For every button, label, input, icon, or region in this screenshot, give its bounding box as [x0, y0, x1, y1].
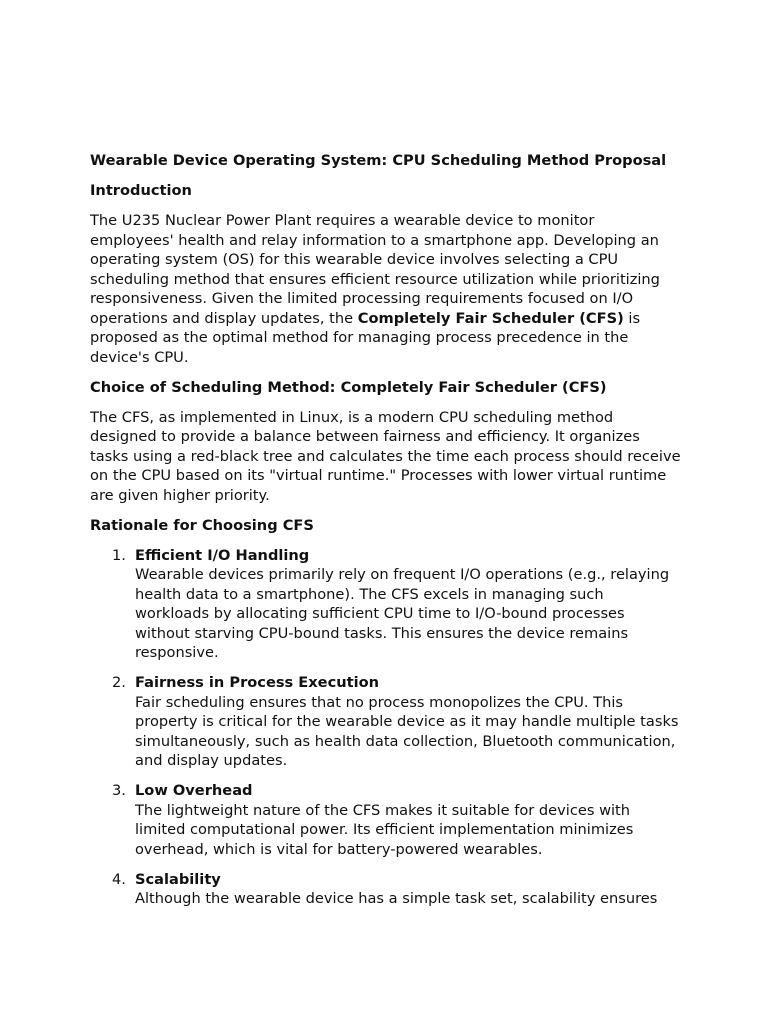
list-item-title: Fairness in Process Execution	[135, 674, 380, 691]
list-item	[90, 781, 682, 859]
list-item-title: Low Overhead	[135, 782, 253, 799]
list-item-number: 4.	[112, 870, 126, 888]
list-item-title: Efficient I/O Handling	[135, 546, 310, 564]
intro-heading: Introduction	[90, 182, 192, 199]
intro-text-part1: The U235 Nuclear Power Plant requires a wearable device to monitor employees' health and relay information to a smartphone app. Developing an operating system (OS) for this wearable device involves selecting a CPU scheduling method that ensures efficient resource utilization while prioritizing responsiveness. Given the limited processing requirements focused on I/O operations and display updates, the	[90, 212, 660, 327]
choice-paragraph: The CFS, as implemented in Linux, is a modern CPU scheduling method designed to provide a balance between fairness and efficiency. It organizes tasks using a red-black tree and calculates the time each process should receive on the CPU based on its "virtual runtime." Processes with lower virtual runtime are given higher priority.	[90, 408, 681, 504]
list-item-number: 1.	[112, 546, 126, 564]
intro-bold-term: Completely Fair Scheduler (CFS)	[357, 309, 624, 327]
list-item-body: Fair scheduling ensures that no process monopolizes the CPU. This property is critical for the wearable device as it may handle multiple tasks simultaneously, such as health data collection, Bluetooth communication, and display updates.	[135, 693, 679, 769]
list-item-title: Scalability	[135, 870, 221, 888]
list-item-body: Although the wearable device has a simple task set, scalability ensures	[135, 890, 658, 907]
rationale-list	[90, 546, 682, 909]
document-title: Wearable Device Operating System: CPU Scheduling Method Proposal	[90, 152, 667, 169]
rationale-heading: Rationale for Choosing CFS	[90, 516, 314, 534]
intro-text-part2: is proposed as the optimal method for managing process precedence in the device's CPU.	[90, 309, 641, 366]
list-item-number: 3.	[112, 782, 126, 799]
choice-heading: Choice of Scheduling Method: Completely Fair Scheduler (CFS)	[90, 378, 607, 396]
list-item	[90, 546, 682, 663]
intro-paragraph	[90, 211, 682, 367]
list-item-body: The lightweight nature of the CFS makes it suitable for devices with limited computational power. Its efficient implementation minimizes overhead, which is vital for battery-powered wearables.	[135, 801, 634, 858]
list-item	[90, 673, 682, 771]
list-item	[90, 870, 682, 909]
list-item-number: 2.	[112, 674, 126, 691]
document-page	[90, 151, 682, 919]
list-item-body: Wearable devices primarily rely on frequent I/O operations (e.g., relaying health data to a smartphone). The CFS excels in managing such workloads by allocating sufficient CPU time to I/O-bound processes without starving CPU-bound tasks. This ensures the device remains responsive.	[135, 566, 670, 661]
